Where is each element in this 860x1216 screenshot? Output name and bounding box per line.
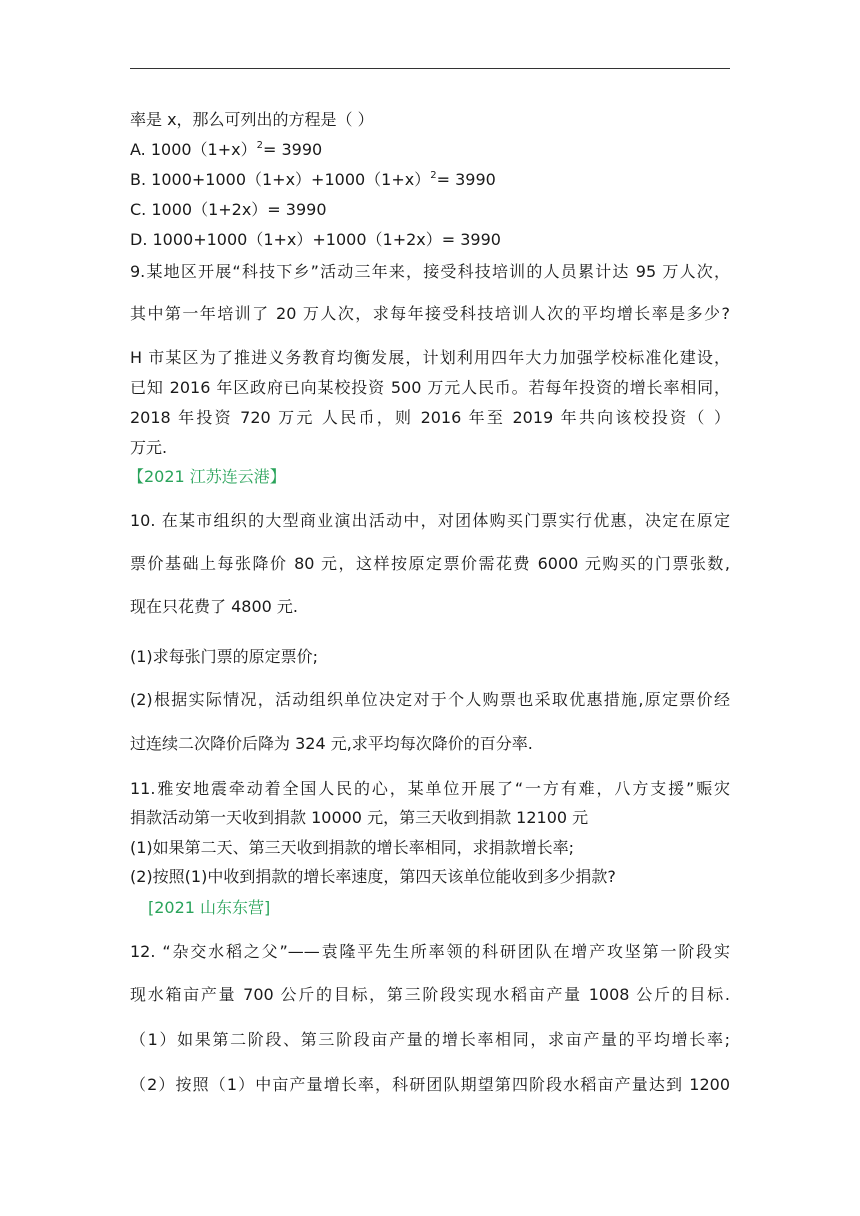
qh-line-1: H 市某区为了推进义务教育均衡发展，计划利用四年大力加强学校标准化建设， (130, 348, 730, 367)
qh-line-3: 2018 年投资 720 万元 人民币，则 2016 年至 2019 年共向该校投资（ ） (130, 408, 730, 427)
q8-option-b (130, 170, 496, 190)
q10-line-2: 票价基础上每张降价 80 元，这样按原定票价需花费 6000 元购买的门票张数, (130, 554, 730, 573)
q8-tail: 率是 x，那么可列出的方程是（ ） (130, 110, 374, 129)
q10-part-2-line-1: (2)根据实际情况，活动组织单位决定对于个人购票也采取优惠措施,原定票价经 (130, 690, 730, 709)
q8-option-a-exponent: 2 (256, 140, 263, 151)
q8-option-a-text: A. 1000（1+x） (130, 140, 257, 159)
q12-part-1: （1）如果第二阶段、第三阶段亩产量的增长率相同，求亩产量的平均增长率; (130, 1030, 730, 1049)
q10-line-3: 现在只花费了 4800 元. (130, 597, 298, 616)
q8-option-d: D. 1000+1000（1+x）+1000（1+2x）= 3990 (130, 230, 501, 249)
q12-part-2: （2）按照（1）中亩产量增长率，科研团队期望第四阶段水稻亩产量达到 1200 (130, 1075, 730, 1094)
q11-part-2: (2)按照(1)中收到捐款的增长率速度，第四天该单位能收到多少捐款? (130, 867, 616, 886)
q10-part-2-line-2: 过连续二次降价后降为 324 元,求平均每次降价的百分率. (130, 734, 533, 753)
q9-line-1: 9.某地区开展“科技下乡”活动三年来，接受科技培训的人员累计达 95 万人次， (130, 262, 730, 281)
source-tag-1: 【2021 江苏连云港】 (128, 467, 286, 486)
q8-option-b-exponent: 2 (430, 170, 437, 181)
q8-option-b-rhs: = 3990 (436, 170, 496, 189)
q10-part-1: (1)求每张门票的原定票价; (130, 647, 319, 666)
q8-option-a (130, 140, 322, 160)
q9-line-2: 其中第一年培训了 20 万人次，求每年接受科技培训人次的平均增长率是多少? (130, 304, 730, 323)
q8-option-b-text: B. 1000+1000（1+x）+1000（1+x） (130, 170, 431, 189)
q11-part-1: (1)如果第二天、第三天收到捐款的增长率相同，求捐款增长率; (130, 838, 575, 857)
q10-line-1: 10. 在某市组织的大型商业演出活动中，对团体购买门票实行优惠，决定在原定 (130, 511, 730, 530)
q11-line-2: 捐款活动第一天收到捐款 10000 元，第三天收到捐款 12100 元 (130, 808, 589, 827)
source-tag-2: [2021 山东东营] (148, 898, 271, 917)
q11-line-1: 11.雅安地震牵动着全国人民的心，某单位开展了“一方有难，八方支援”赈灾 (130, 779, 730, 798)
q8-option-a-rhs: = 3990 (263, 140, 323, 159)
header-rule (130, 68, 730, 69)
q12-line-2: 现水箱亩产量 700 公斤的目标，第三阶段实现水稻亩产量 1008 公斤的目标. (130, 985, 730, 1004)
qh-line-4: 万元. (130, 438, 168, 457)
q12-line-1: 12. “杂交水稻之父”——袁隆平先生所率领的科研团队在增产攻坚第一阶段实 (130, 942, 730, 961)
q8-option-c: C. 1000（1+2x）= 3990 (130, 200, 327, 219)
qh-line-2: 已知 2016 年区政府已向某校投资 500 万元人民币。若每年投资的增长率相同， (130, 378, 730, 397)
